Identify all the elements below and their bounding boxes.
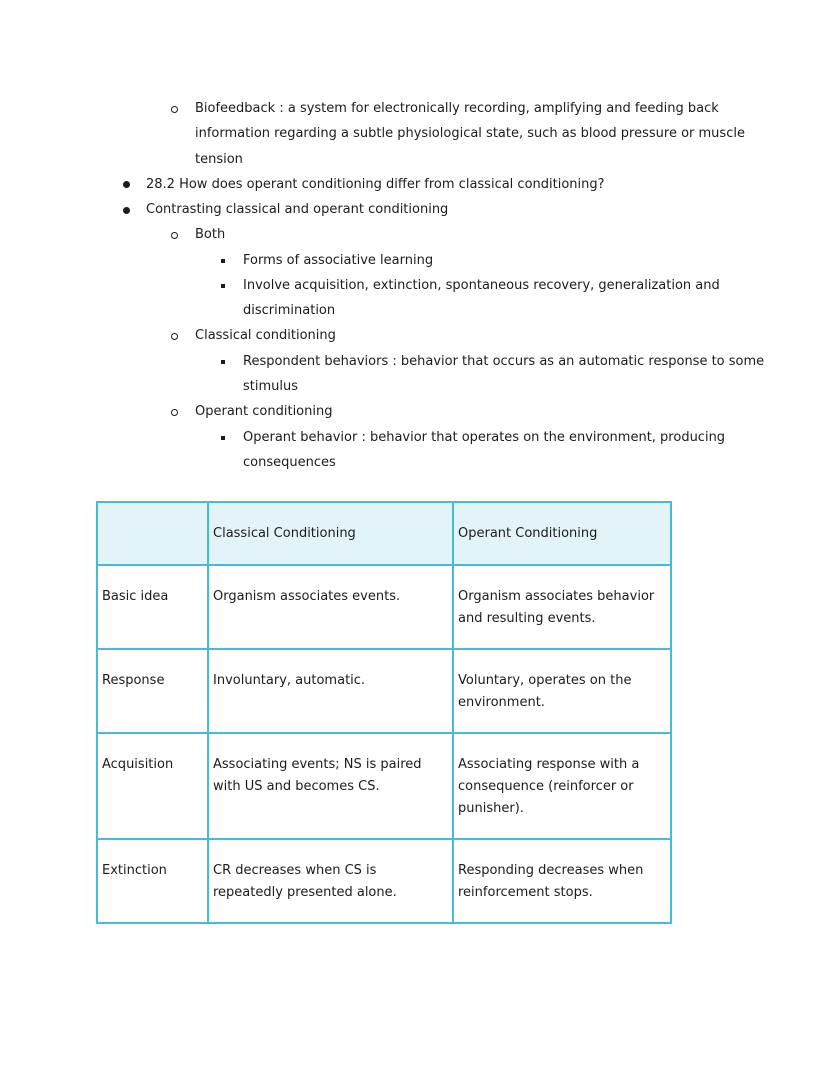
operant-cell: Organism associates behavior and resulting events. <box>453 565 671 649</box>
classical-cell: CR decreases when CS is repeatedly presented alone. <box>208 839 453 923</box>
hollow-bullet-icon <box>171 106 178 113</box>
operant-cell: Associating response with a consequence (reinforcer or punisher). <box>453 733 671 839</box>
operant-heading: Operant conditioning <box>195 404 333 419</box>
square-bullet-icon <box>221 259 225 263</box>
hollow-bullet-icon <box>171 333 178 340</box>
table-header-row <box>97 502 671 565</box>
square-bullet-icon <box>221 284 225 288</box>
row-label: Response <box>97 649 208 733</box>
table-header-cell <box>97 502 208 565</box>
comparison-table <box>96 501 672 924</box>
both-heading: Both <box>195 227 226 242</box>
hollow-bullet-icon <box>171 232 178 239</box>
biofeedback-line-3: tension <box>195 152 243 167</box>
contrasting-heading: Contrasting classical and operant conditioning <box>146 202 449 217</box>
filled-bullet-icon <box>123 181 130 188</box>
classical-cell: Organism associates events. <box>208 565 453 649</box>
classical-item-line-1: Respondent behaviors : behavior that occurs as an automatic response to some <box>243 354 765 369</box>
table-header-cell: Classical Conditioning <box>208 502 453 565</box>
table-header-cell: Operant Conditioning <box>453 502 671 565</box>
operant-item-line-2: consequences <box>243 455 336 470</box>
square-bullet-icon <box>221 436 225 440</box>
biofeedback-line-2: information regarding a subtle physiological state, such as blood pressure or muscle <box>195 126 745 141</box>
both-item-2-line-2: discrimination <box>243 303 336 318</box>
biofeedback-line-1: Biofeedback : a system for electronically recording, amplifying and feeding back <box>195 101 719 116</box>
row-label: Acquisition <box>97 733 208 839</box>
question-text: 28.2 How does operant conditioning differ from classical conditioning? <box>146 177 605 192</box>
row-label: Extinction <box>97 839 208 923</box>
table-row <box>97 733 671 839</box>
filled-bullet-icon <box>123 207 130 214</box>
classical-cell: Involuntary, automatic. <box>208 649 453 733</box>
square-bullet-icon <box>221 360 225 364</box>
operant-item-line-1: Operant behavior : behavior that operates on the environment, producing <box>243 430 726 445</box>
classical-heading: Classical conditioning <box>195 328 336 343</box>
table-row <box>97 565 671 649</box>
both-item-1: Forms of associative learning <box>243 253 434 268</box>
operant-cell: Responding decreases when reinforcement stops. <box>453 839 671 923</box>
classical-item-line-2: stimulus <box>243 379 299 394</box>
both-item-2-line-1: Involve acquisition, extinction, spontaneous recovery, generalization and <box>243 278 720 293</box>
operant-cell: Voluntary, operates on the environment. <box>453 649 671 733</box>
row-label: Basic idea <box>97 565 208 649</box>
hollow-bullet-icon <box>171 409 178 416</box>
table-row <box>97 839 671 923</box>
classical-cell: Associating events; NS is paired with US and becomes CS. <box>208 733 453 839</box>
table-row <box>97 649 671 733</box>
